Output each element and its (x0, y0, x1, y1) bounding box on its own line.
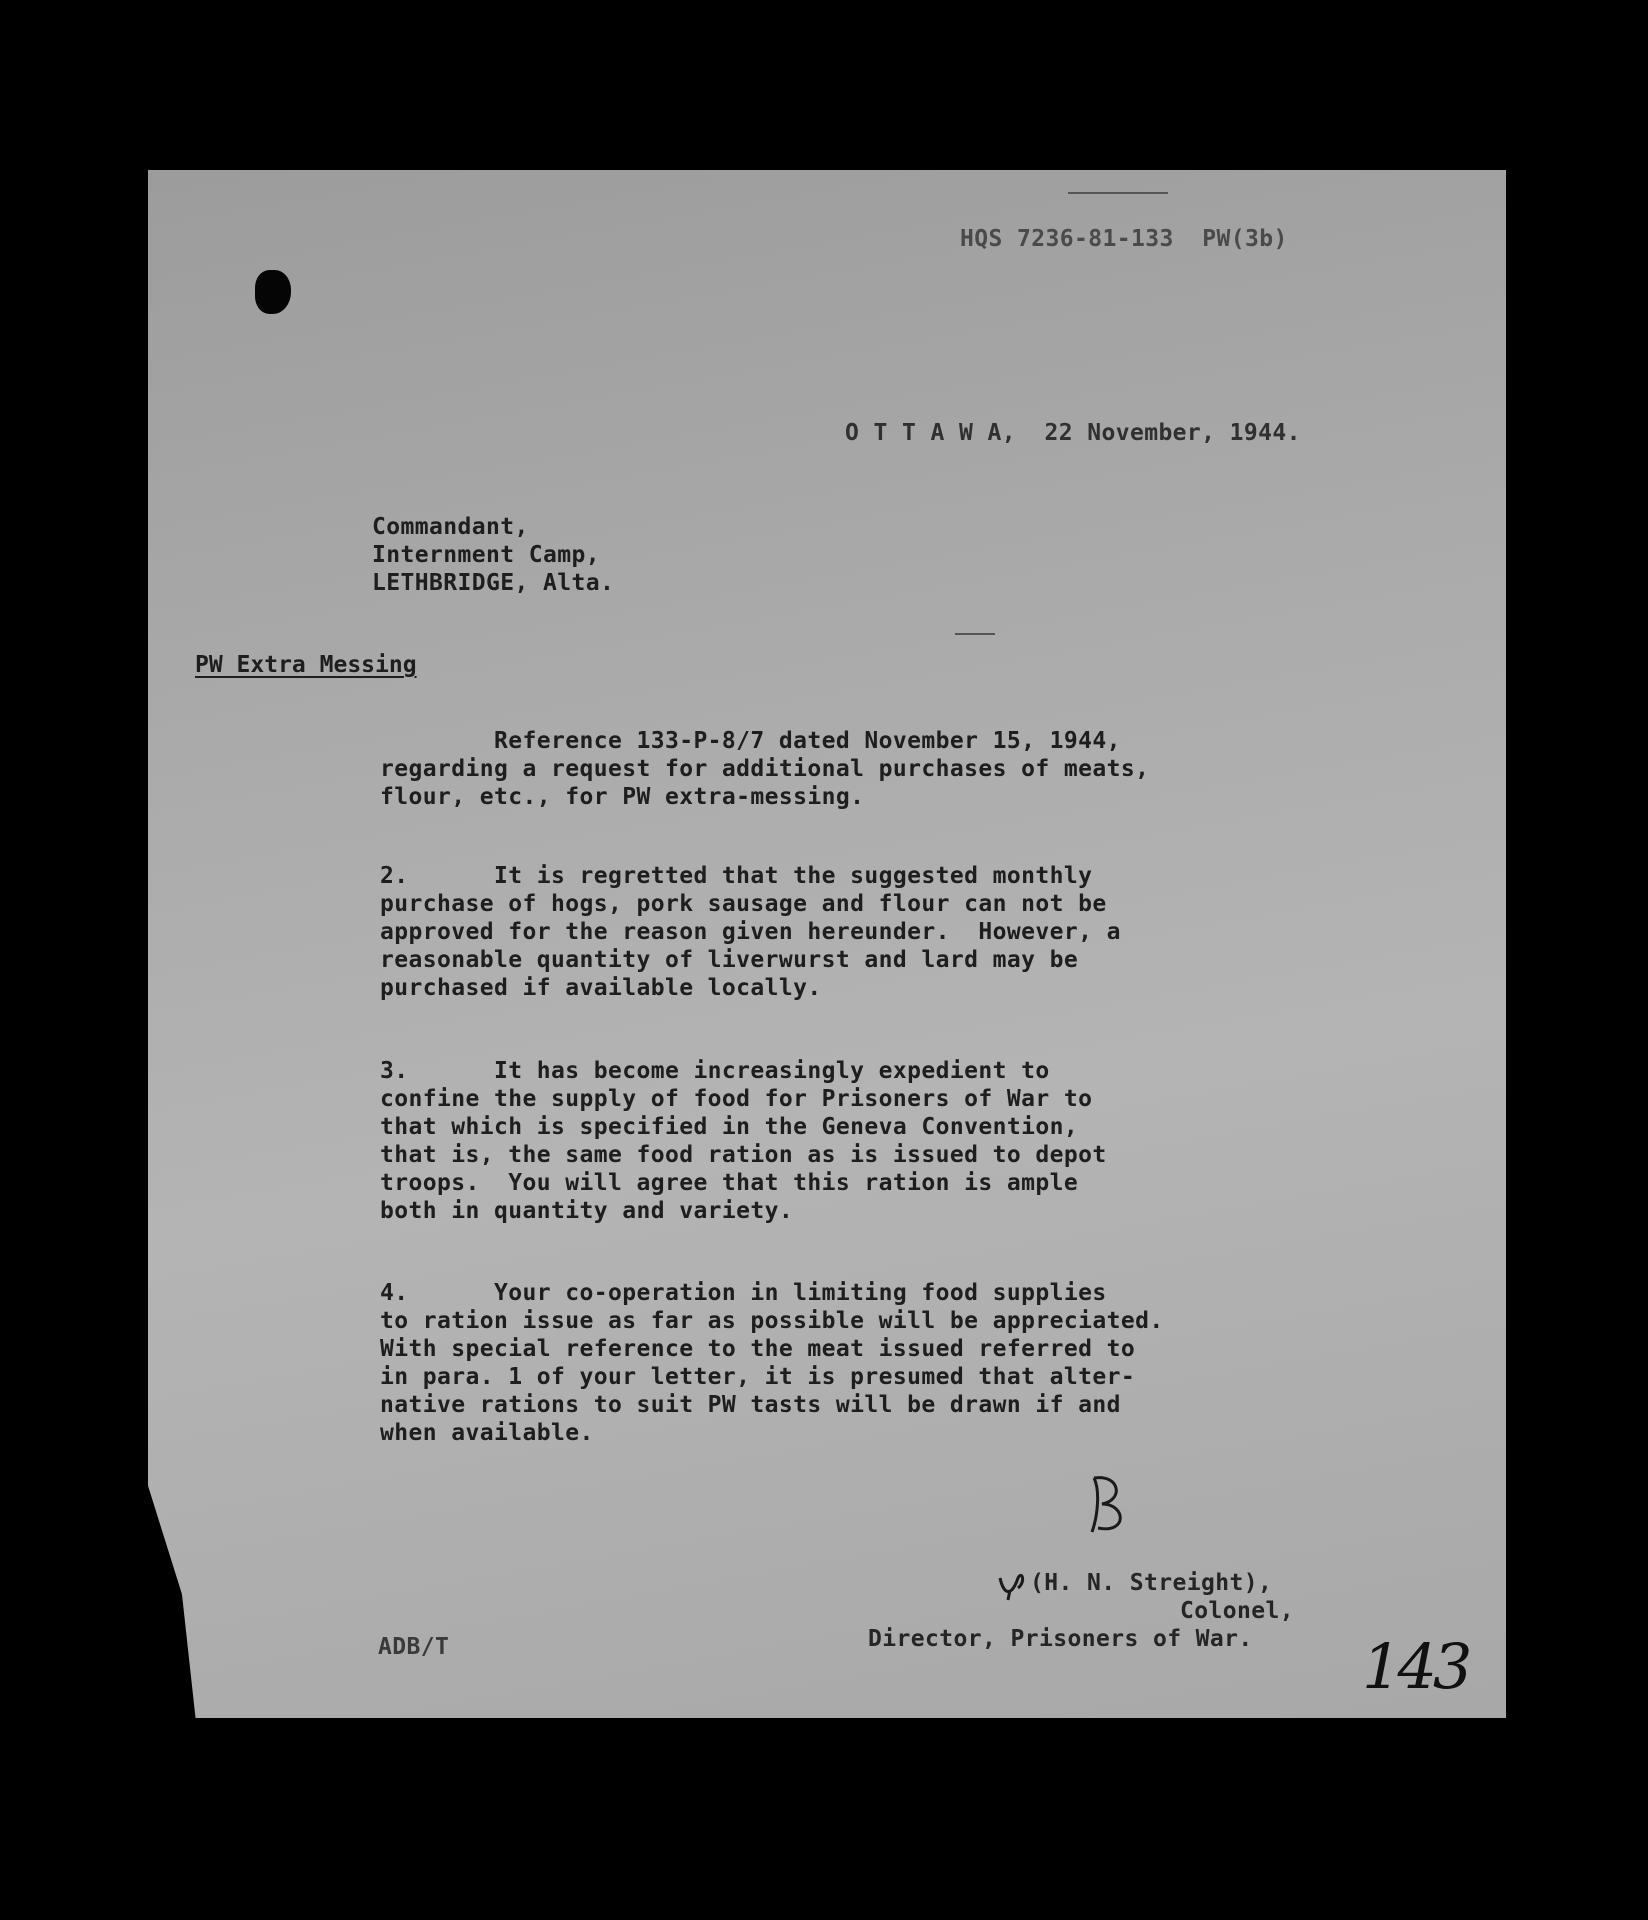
paragraph-1-line: Reference 133-P-8/7 dated November 15, 1944, (380, 728, 1121, 754)
paragraph-3-line: both in quantity and variety. (380, 1198, 794, 1224)
paragraph-2-line: purchased if available locally. (380, 975, 822, 1001)
handwritten-initial-mark (1080, 1470, 1140, 1550)
paragraph-4-line: in para. 1 of your letter, it is presumed that alter- (380, 1364, 1136, 1390)
paragraph-3-line: that which is specified in the Geneva Convention, (380, 1114, 1079, 1140)
addressee-line: Commandant, (372, 514, 529, 540)
file-reference: HQS 7236-81-133 PW(3b) (960, 226, 1288, 252)
margin-mark (1068, 192, 1168, 194)
paragraph-4-line: when available. (380, 1420, 594, 1446)
punch-hole (255, 270, 291, 314)
paragraph-4-line: 4. Your co-operation in limiting food supplies (380, 1280, 1107, 1306)
signature-rank: Colonel, (1180, 1598, 1294, 1624)
paragraph-2-line: approved for the reason given hereunder. However, a (380, 919, 1121, 945)
paragraph-1-line: flour, etc., for PW extra-messing. (380, 784, 865, 810)
date-line: O T T A W A, 22 November, 1944. (845, 420, 1301, 446)
handwritten-per-mark (996, 1572, 1030, 1602)
paragraph-1-line: regarding a request for additional purchases of meats, (380, 756, 1150, 782)
page-number: 143 (1362, 1630, 1469, 1703)
paragraph-3-line: confine the supply of food for Prisoners of War to (380, 1086, 1093, 1112)
paragraph-4-line: With special reference to the meat issued referred to (380, 1336, 1136, 1362)
paragraph-3-line: troops. You will agree that this ration is ample (380, 1170, 1079, 1196)
paragraph-3-line: 3. It has become increasingly expedient to (380, 1058, 1050, 1084)
paragraph-2-line: purchase of hogs, pork sausage and flour can not be (380, 891, 1107, 917)
paragraph-4-line: to ration issue as far as possible will be appreciated. (380, 1308, 1164, 1334)
signature-name: (H. N. Streight), (1030, 1570, 1273, 1596)
signature-title: Director, Prisoners of War. (868, 1626, 1253, 1652)
subject-heading: PW Extra Messing (195, 652, 417, 678)
paragraph-2-line: 2. It is regretted that the suggested monthly (380, 863, 1093, 889)
addressee-line: Internment Camp, (372, 542, 600, 568)
paragraph-2-line: reasonable quantity of liverwurst and lard may be (380, 947, 1079, 973)
paragraph-3-line: that is, the same food ration as is issued to depot (380, 1142, 1107, 1168)
addressee-line: LETHBRIDGE, Alta. (372, 570, 615, 596)
typist-initials: ADB/T (378, 1634, 450, 1660)
paragraph-4-line: native rations to suit PW tasts will be drawn if and (380, 1392, 1121, 1418)
margin-mark (955, 633, 995, 635)
